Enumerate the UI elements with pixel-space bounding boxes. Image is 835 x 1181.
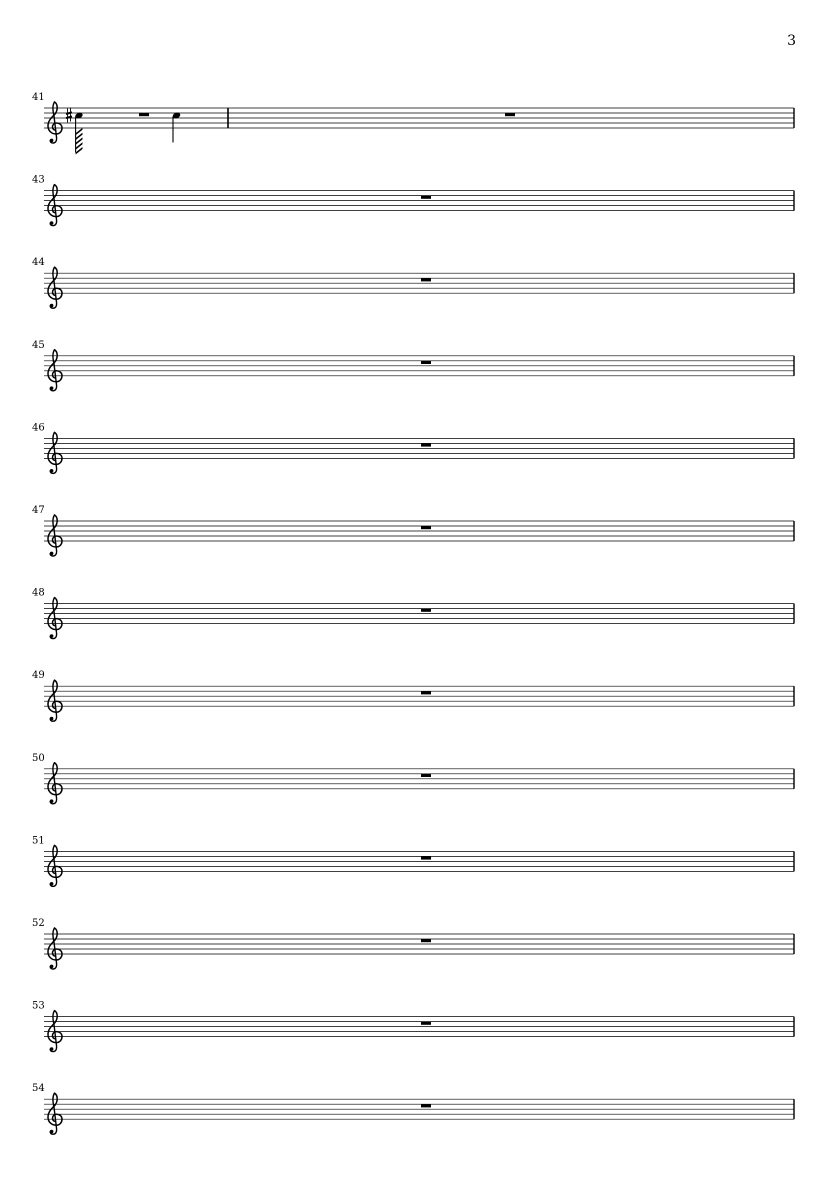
whole-rest-icon <box>421 939 431 942</box>
whole-rest-icon <box>421 526 431 529</box>
measure-number: 41 <box>32 92 45 103</box>
staff-system <box>32 257 794 308</box>
whole-rest-icon <box>421 1022 431 1025</box>
measure-number: 43 <box>32 174 45 186</box>
whole-rest-icon <box>421 1104 431 1107</box>
staff-system <box>32 753 794 804</box>
whole-rest-icon <box>421 278 431 281</box>
measure-number: 48 <box>32 587 45 599</box>
whole-rest-icon <box>505 113 515 116</box>
measure-number: 50 <box>32 752 45 764</box>
note-quarter <box>172 111 181 142</box>
whole-rest-icon <box>421 774 431 777</box>
whole-rest-icon <box>421 856 431 859</box>
measure-number: 45 <box>32 339 45 351</box>
whole-rest-icon <box>139 113 149 116</box>
whole-rest-icon <box>421 196 431 199</box>
staff-system <box>32 1001 794 1052</box>
measure-number: 53 <box>32 1000 45 1012</box>
whole-rest-icon <box>421 361 431 364</box>
staff-system <box>32 422 794 473</box>
page-number: 3 <box>787 33 796 49</box>
whole-rest-icon <box>421 609 431 612</box>
measure-number: 51 <box>32 835 45 847</box>
measure-number: 47 <box>32 505 45 516</box>
measure-number: 46 <box>32 422 45 434</box>
staff-system <box>32 918 794 969</box>
staff-system <box>32 1083 794 1134</box>
staff-system <box>32 92 794 155</box>
staff-system <box>32 505 794 556</box>
whole-rest-icon <box>421 443 431 446</box>
staff-system <box>32 670 794 721</box>
whole-rest-icon <box>421 691 431 694</box>
measure-number: 54 <box>32 1083 45 1095</box>
staff-system <box>32 340 794 391</box>
measure-number: 49 <box>32 670 45 682</box>
staff-system <box>32 588 794 639</box>
sharp-accidental-icon <box>66 108 72 123</box>
staff-system <box>32 835 794 886</box>
measure-number: 44 <box>32 257 45 269</box>
measure-number: 52 <box>32 918 45 929</box>
staff-system <box>32 175 794 226</box>
